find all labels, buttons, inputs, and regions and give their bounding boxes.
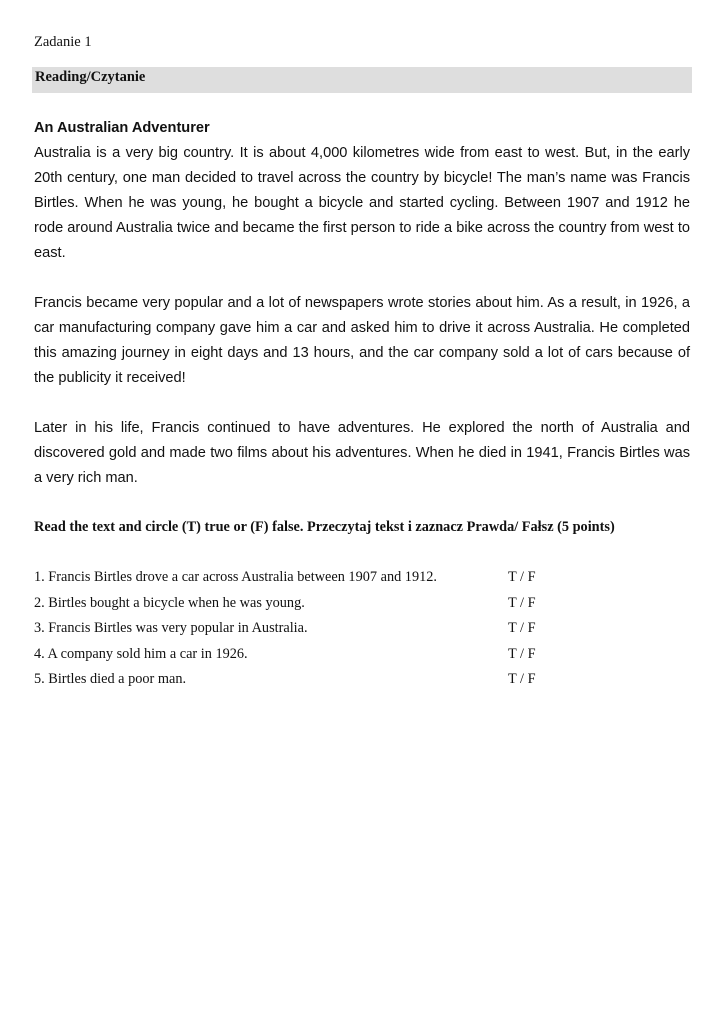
true-false-choice[interactable]: T / F — [508, 645, 536, 662]
article-paragraph: Australia is a very big country. It is about 4,000 kilometres wide from east to west. But, in the early 20th century, one man decided to travel across the country by bicycle! The man’s name was Francis Birtles. When he was young, he bought a bicycle and started cycling. Between 1907 and 1912 he rode around Australia twice and became the first person to ride a bike across the country from west to east. — [34, 145, 690, 261]
question-text: 2. Birtles bought a bicycle when he was young. — [34, 594, 305, 611]
question-row — [34, 620, 594, 646]
question-row — [34, 569, 594, 595]
question-list — [34, 569, 594, 697]
true-false-choice[interactable]: T / F — [508, 620, 536, 636]
question-row — [34, 595, 594, 621]
question-text: 5. Birtles died a poor man. — [34, 671, 187, 687]
question-row — [34, 646, 594, 672]
question-row — [34, 671, 594, 697]
article-title: An Australian Adventurer — [34, 120, 210, 136]
question-text: 4. A company sold him a car in 1926. — [34, 645, 248, 662]
section-header-band — [32, 67, 692, 93]
article-paragraph: Francis became very popular and a lot of newspapers wrote stories about him. As a result, in 1926, a car manufacturing company gave him a car and asked him to drive it across Australia. He completed this amazing journey in eight days and 13 hours, and the car company sold a lot of cars because of the publicity it received! — [34, 295, 690, 386]
section-title: Reading/Czytanie — [35, 69, 146, 85]
article-paragraph: Later in his life, Francis continued to have adventures. He explored the north of Australia and discovered gold and made two films about his adventures. When he died in 1941, Francis Birtles was a very rich man. — [34, 420, 690, 486]
question-text: 3. Francis Birtles was very popular in Australia. — [34, 620, 308, 636]
true-false-choice[interactable]: T / F — [508, 594, 536, 611]
true-false-choice[interactable]: T / F — [508, 569, 536, 585]
article — [34, 116, 690, 516]
task-label: Zadanie 1 — [34, 34, 92, 50]
exercise-instruction: Read the text and circle (T) true or (F) false. Przeczytaj tekst i zaznacz Prawda/ Fałsz (5 points) — [34, 519, 615, 535]
question-text: 1. Francis Birtles drove a car across Australia between 1907 and 1912. — [34, 569, 437, 585]
true-false-choice[interactable]: T / F — [508, 671, 536, 687]
